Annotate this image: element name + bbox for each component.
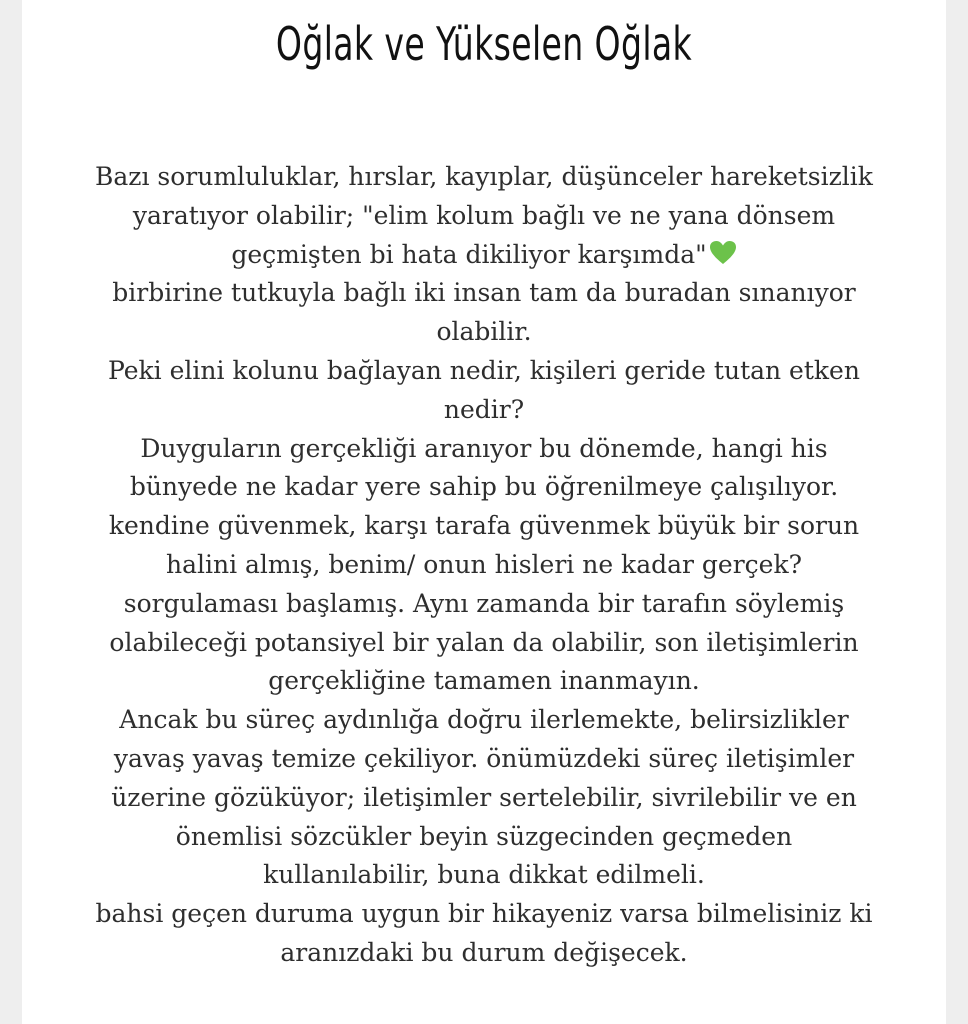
post-line: sorgulaması başlamış. Aynı zamanda bir tarafın söylemiş: [123, 588, 845, 618]
post-line: önemlisi sözcükler beyin süzgecinden geçmeden: [175, 821, 793, 851]
post-line: Peki elini kolunu bağlayan nedir, kişileri geride tutan etken: [108, 355, 860, 385]
post-card: [22, 0, 946, 1024]
post-line-text: geçmişten bi hata dikiliyor karşımda": [231, 239, 707, 269]
post-line: bünyede ne kadar yere sahip bu öğrenilmeye çalışılıyor.: [129, 472, 839, 502]
post-body: [22, 158, 946, 973]
post-line: halini almış, benim/ onun hisleri ne kadar gerçek?: [165, 549, 803, 579]
post-title: Oğlak ve Yükselen Oğlak: [275, 17, 693, 71]
post-line: olabilir.: [436, 317, 532, 347]
post-line: olabileceği potansiyel bir yalan da olabilir, son iletişimlerin: [109, 627, 859, 657]
post-line: nedir?: [443, 394, 525, 424]
post-line: kullanılabilir, buna dikkat edilmeli.: [263, 860, 705, 890]
post-line: yavaş yavaş temize çekiliyor. önümüzdeki süreç iletişimler: [113, 743, 855, 773]
post-line: Duyguların gerçekliği aranıyor bu dönemde, hangi his: [140, 433, 828, 463]
post-line: kendine güvenmek, karşı tarafa güvenmek büyük bir sorun: [108, 511, 860, 541]
post-line: Ancak bu süreç aydınlığa doğru ilerlemekte, belirsizlikler: [119, 705, 849, 735]
post-line: yaratıyor olabilir; "elim kolum bağlı ve ne yana dönsem: [132, 200, 836, 230]
post-line: üzerine gözüküyor; iletişimler sertelebilir, sivrilebilir ve en: [111, 782, 857, 812]
post-line: Bazı sorumluluklar, hırslar, kayıplar, düşünceler hareketsizlik: [95, 162, 873, 191]
post-line: birbirine tutkuyla bağlı iki insan tam da buradan sınanıyor: [112, 278, 856, 308]
post-line: aranızdaki bu durum değişecek.: [280, 937, 688, 967]
green-heart-icon: [709, 240, 737, 266]
post-line: bahsi geçen duruma uygun bir hikayeniz varsa bilmelisiniz ki: [95, 899, 873, 929]
post-line: gerçekliğine tamamen inanmayın.: [268, 666, 700, 696]
post-line-with-heart: [22, 236, 946, 275]
